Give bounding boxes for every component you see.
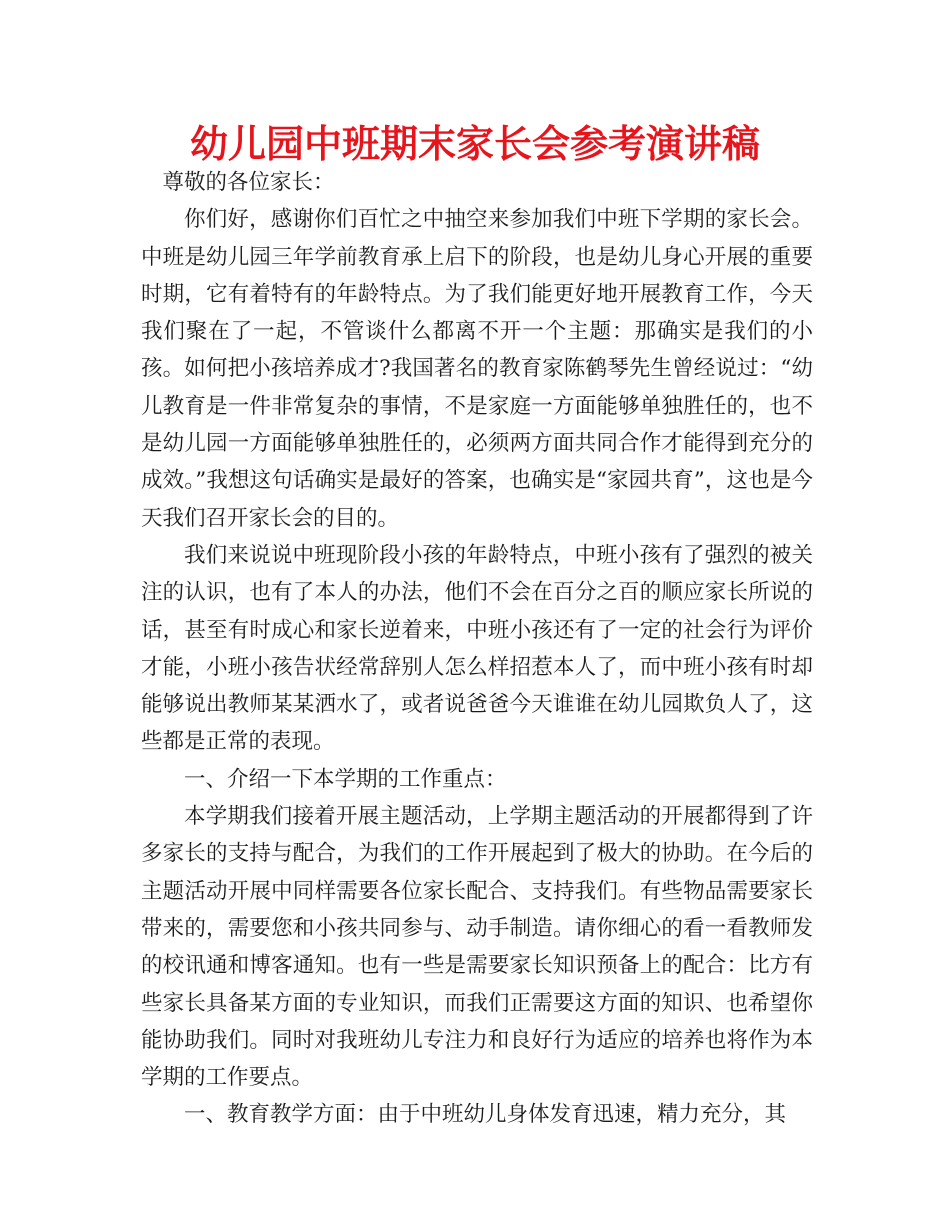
salutation: 尊敬的各位家长：: [162, 170, 335, 195]
paragraph-intro: 你们好，感谢你们百忙之中抽空来参加我们中班下学期的家长会。中班是幼儿园三年学前教育承上启下的阶段，也是幼儿身心开展的重要时期，它有着特有的年龄特点。为了我们能更好地开展教育工作，今天我们聚在了一起，不管谈什么都离不开一个主题：那确实是我们的小孩。如何把小孩培养成才?我国著名的教育家陈鹤琴先生曾经说过：“幼儿教育是一件非常复杂的事情，不是家庭一方面能够单独胜任的，也不是幼儿园一方面能够单独胜任的，必须两方面共同合作才能得到充分的成效。”我想这句话确实是最好的答案，也确实是“家园共育”，这也是今天我们召开家长会的目的。: [141, 207, 813, 531]
paragraph-work-focus: 本学期我们接着开展主题活动，上学期主题活动的开展都得到了许多家长的支持与配合，为我们的工作开展起到了极大的协助。在今后的主题活动开展中同样需要各位家长配合、支持我们。有些物品需要家长带来的，需要您和小孩共同参与、动手制造。请你细心的看一看教师发的校讯通和博客通知。也有一些是需要家长知识预备上的配合：比方有些家长具备某方面的专业知识，而我们正需要这方面的知识、也希望你能协助我们。同时对我班幼儿专注力和良好行为适应的培养也将作为本学期的工作要点。: [141, 804, 813, 1091]
section-heading-work-focus: 一、介绍一下本学期的工作重点：: [184, 766, 507, 792]
document-body: [141, 164, 813, 1134]
document-title: 幼儿园中班期末家长会参考演讲稿: [189, 122, 760, 166]
section-heading-education: 一、教育教学方面：由于中班幼儿身体发育迅速，精力充分，其: [184, 1102, 787, 1128]
paragraph-age-traits: 我们来说说中班现阶段小孩的年龄特点，中班小孩有了强烈的被关注的认识，也有了本人的办法，他们不会在百分之百的顺应家长所说的话，甚至有时成心和家长逆着来，中班小孩还有了一定的社会行为评价才能，小班小孩告状经常辞别人怎么样招惹本人了，而中班小孩有时却能够说出教师某某洒水了，或者说爸爸今天谁谁在幼儿园欺负人了，这些都是正常的表现。: [141, 542, 813, 755]
